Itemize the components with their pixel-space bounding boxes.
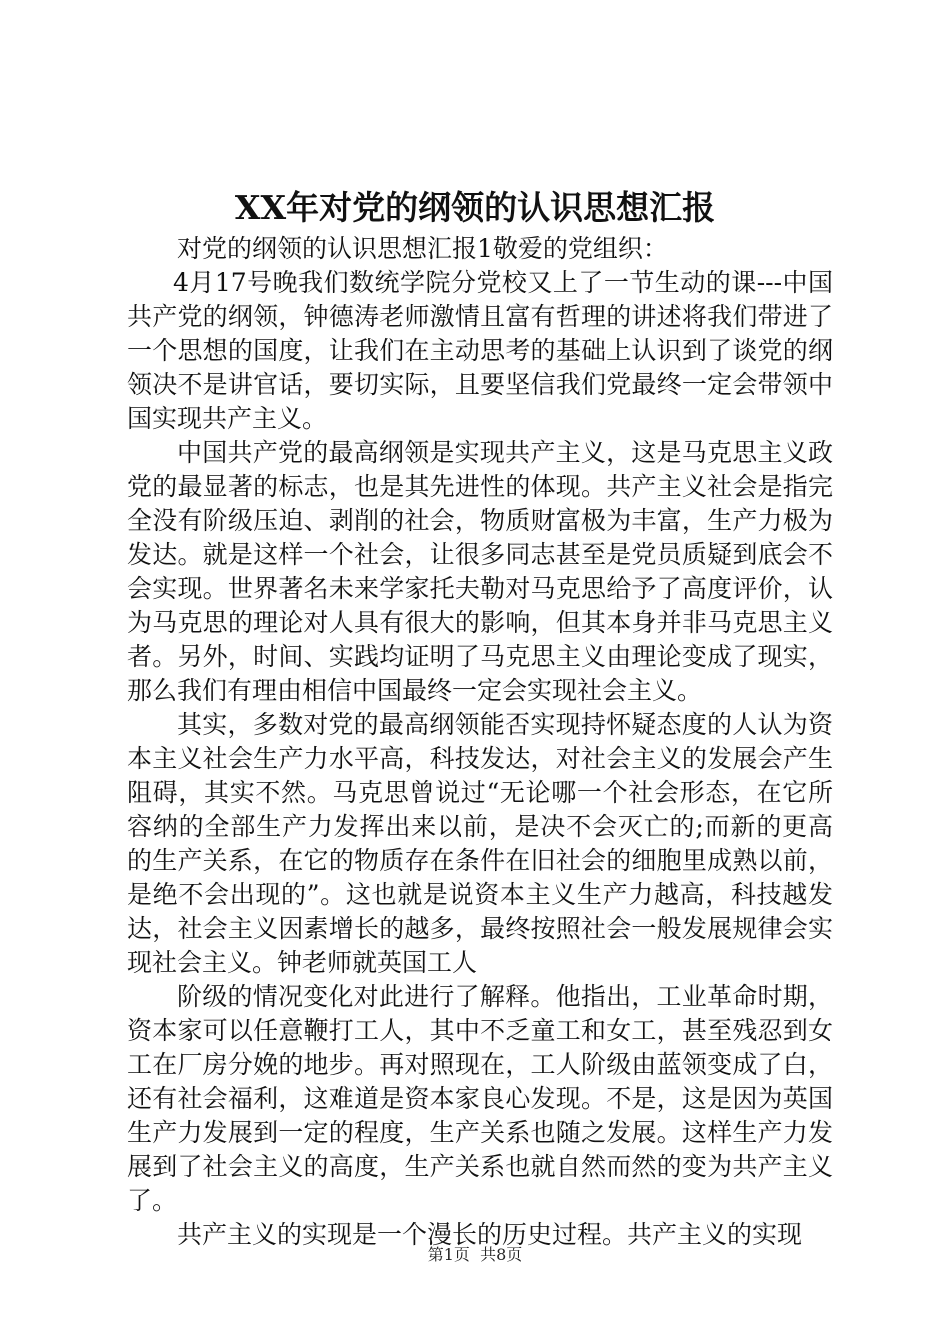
paragraph-5: 共产主义的实现是一个漫长的历史过程。共产主义的实现 <box>177 1220 803 1249</box>
paragraph-3: 其实，多数对党的最高纲领能否实现持怀疑态度的人认为资本主义社会生产力水平高，科技发达，对社会主义的发展会产生阻碍，其实不然。马克思曾说过“无论哪一个社会形态，在它所容纳的全部生产力发挥出来以前，是决不会灭亡的;而新的更高的生产关系，在它的物质存在条件在旧社会的细胞里成熟以前，是绝不会出现的”。这也就是说资本主义生产力越高，科技越发达，社会主义因素增长的越多，最终按照社会一般发展规律会实现社会主义。钟老师就英国工人 <box>127 710 833 977</box>
page-total: 共8页 <box>480 1245 523 1264</box>
document-title: XX年对党的纲领的认识思想汇报 <box>234 188 716 227</box>
paragraph-greeting: 对党的纲领的认识思想汇报1敬爱的党组织： <box>177 234 668 263</box>
paragraph-1: 4月17号晚我们数统学院分党校又上了一节生动的课---中国共产党的纲领，钟德涛老师激情且富有哲理的讲述将我们带进了一个思想的国度，让我们在主动思考的基础上认识到了谈党的纲领决不是讲官话，要切实际，且要坚信我们党最终一定会带领中国实现共产主义。 <box>127 268 833 433</box>
paragraph-4: 阶级的情况变化对此进行了解释。他指出，工业革命时期，资本家可以任意鞭打工人，其中不乏童工和女工，甚至残忍到女工在厂房分娩的地步。再对照现在，工人阶级由蓝领变成了白，还有社会福利，这难道是资本家良心发现。不是，这是因为英国生产力发展到一定的程度，生产关系也随之发展。这样生产力发展到了社会主义的高度，生产关系也就自然而然的变为共产主义了。 <box>127 982 833 1215</box>
document-body <box>127 232 833 1252</box>
paragraph-2: 中国共产党的最高纲领是实现共产主义，这是马克思主义政党的最显著的标志，也是其先进性的体现。共产主义社会是指完全没有阶级压迫、剥削的社会，物质财富极为丰富，生产力极为发达。就是这样一个社会，让很多同志甚至是党员质疑到底会不会实现。世界著名未来学家托夫勒对马克思给予了高度评价，认为马克思的理论对人具有很大的影响，但其本身并非马克思主义者。另外，时间、实践均证明了马克思主义由理论变成了现实，那么我们有理由相信中国最终一定会实现社会主义。 <box>127 438 833 705</box>
page-footer <box>0 1244 950 1266</box>
page-number: 第1页 <box>427 1245 470 1264</box>
